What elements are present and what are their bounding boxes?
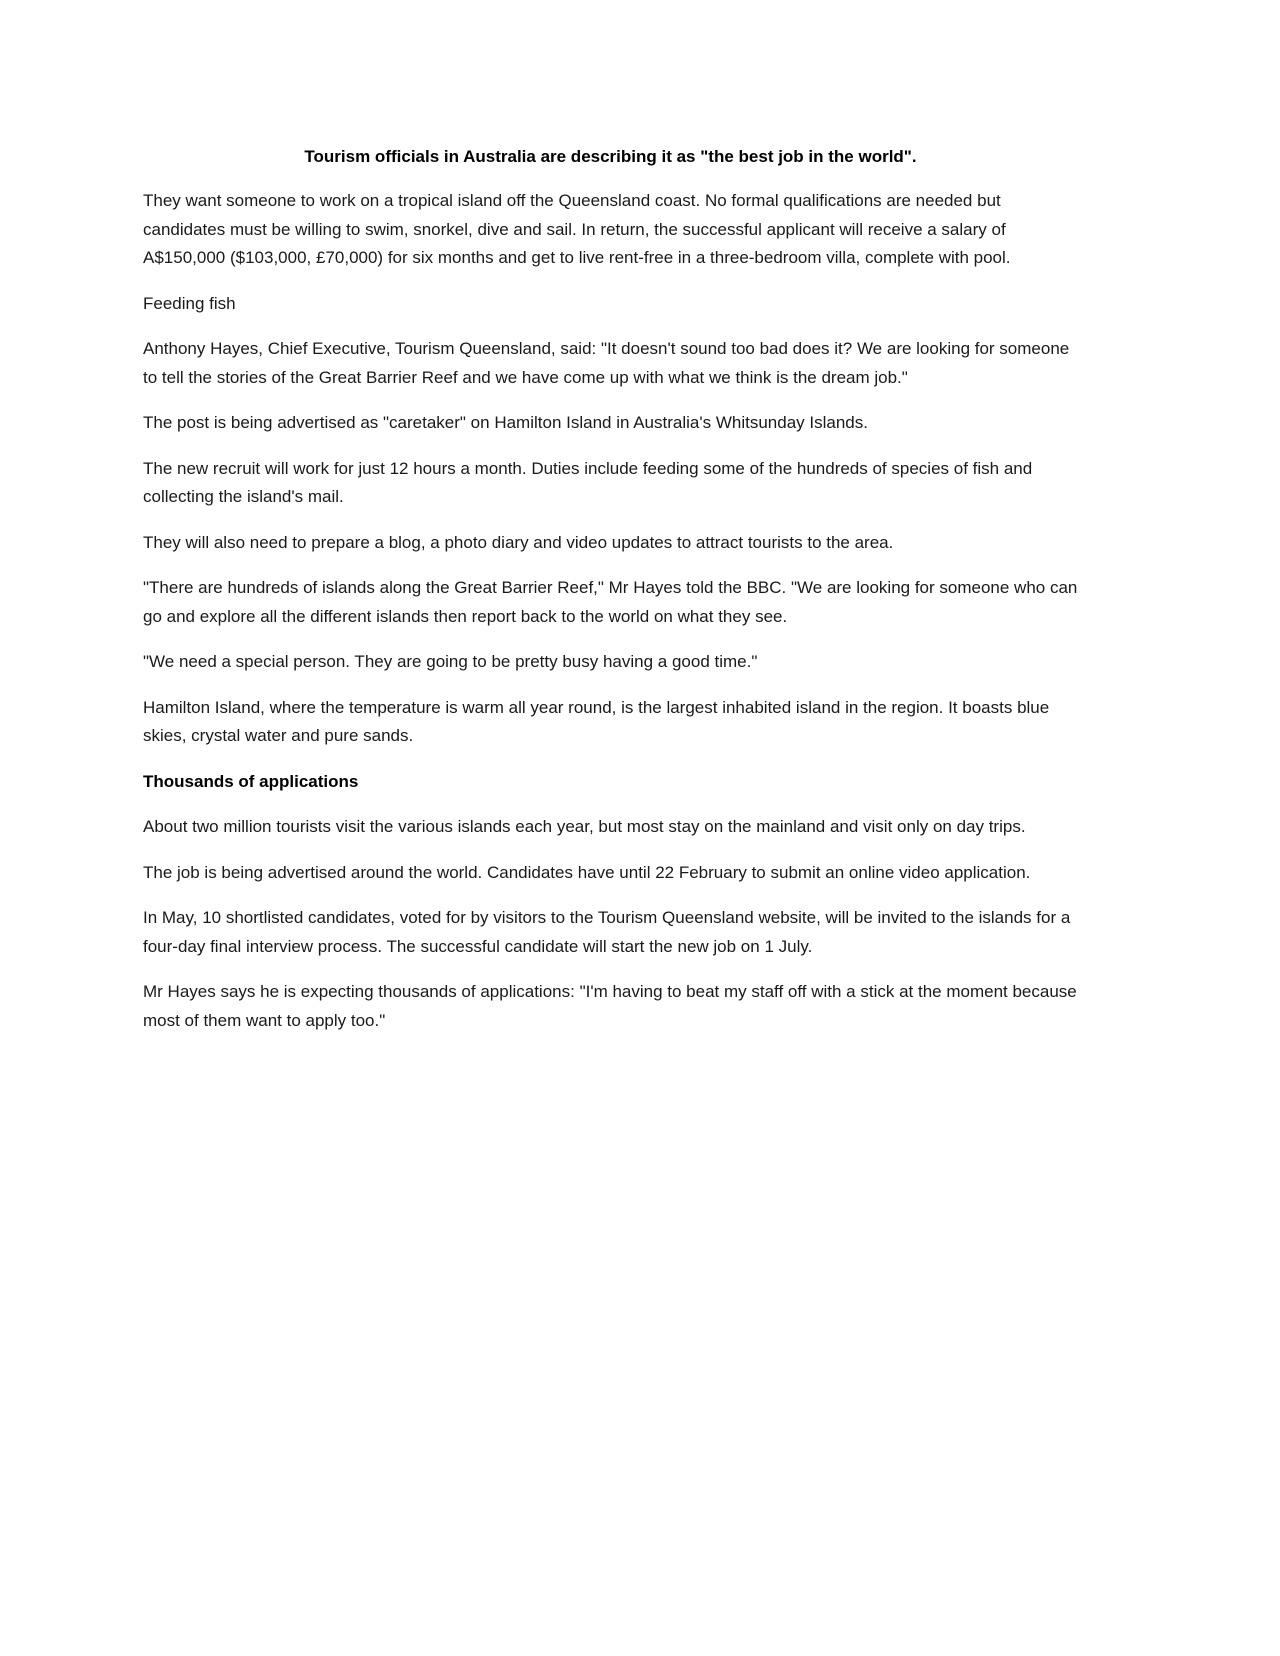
subheading-thousands-of-applications: Thousands of applications — [143, 771, 359, 791]
paragraph-expecting-applications: Mr Hayes says he is expecting thousands of applications: "I'm having to beat my staff off with a stick at the moment because most of them want to apply too." — [143, 982, 1077, 1030]
subheading-feeding-fish: Feeding fish — [143, 293, 236, 313]
paragraph-recruit-duties: The new recruit will work for just 12 hours a month. Duties include feeding some of the hundreds of species of fish and collecting the island's mail. — [143, 458, 1033, 506]
document-title: Tourism officials in Australia are describing it as "the best job in the world". — [304, 147, 917, 166]
paragraph-hundreds-of-islands-quote: "There are hundreds of islands along the Great Barrier Reef," Mr Hayes told the BBC. "We are looking for someone who can go and explore all the different islands then report back to the world on what they see. — [143, 578, 1078, 626]
paragraph-post-advertised: The post is being advertised as "caretaker" on Hamilton Island in Australia's Whitsunday Islands. — [143, 413, 868, 432]
document-content — [143, 143, 1078, 1035]
paragraph-intro: They want someone to work on a tropical island off the Queensland coast. No formal qualifications are needed but candidates must be willing to swim, snorkel, dive and sail. In return, the successful applicant will receive a salary of A$150,000 ($103,000, £70,000) for six months and get to live rent-free in a three-bedroom villa, complete with pool. — [143, 191, 1011, 267]
paragraph-anthony-hayes-quote: Anthony Hayes, Chief Executive, Tourism Queensland, said: "It doesn't sound too bad does it? We are looking for someone to tell the stories of the Great Barrier Reef and we have come up with what we think is the dream job." — [143, 339, 1070, 387]
paragraph-two-million-tourists: About two million tourists visit the various islands each year, but most stay on the mainland and visit only on day trips. — [143, 817, 1026, 836]
paragraph-blog-diary: They will also need to prepare a blog, a photo diary and video updates to attract tourists to the area. — [143, 532, 894, 552]
paragraph-hamilton-island: Hamilton Island, where the temperature is warm all year round, is the largest inhabited island in the region. It boasts blue skies, crystal water and pure sands. — [143, 697, 1050, 745]
paragraph-shortlist-process: In May, 10 shortlisted candidates, voted for by visitors to the Tourism Queensland website, will be invited to the islands for a four-day final interview process. The successful candidate will start the new job on 1 July. — [143, 908, 1071, 956]
paragraph-job-advertised-worldwide: The job is being advertised around the world. Candidates have until 22 February to submit an online video application. — [143, 862, 1031, 882]
paragraph-special-person-quote: "We need a special person. They are going to be pretty busy having a good time." — [143, 652, 758, 671]
